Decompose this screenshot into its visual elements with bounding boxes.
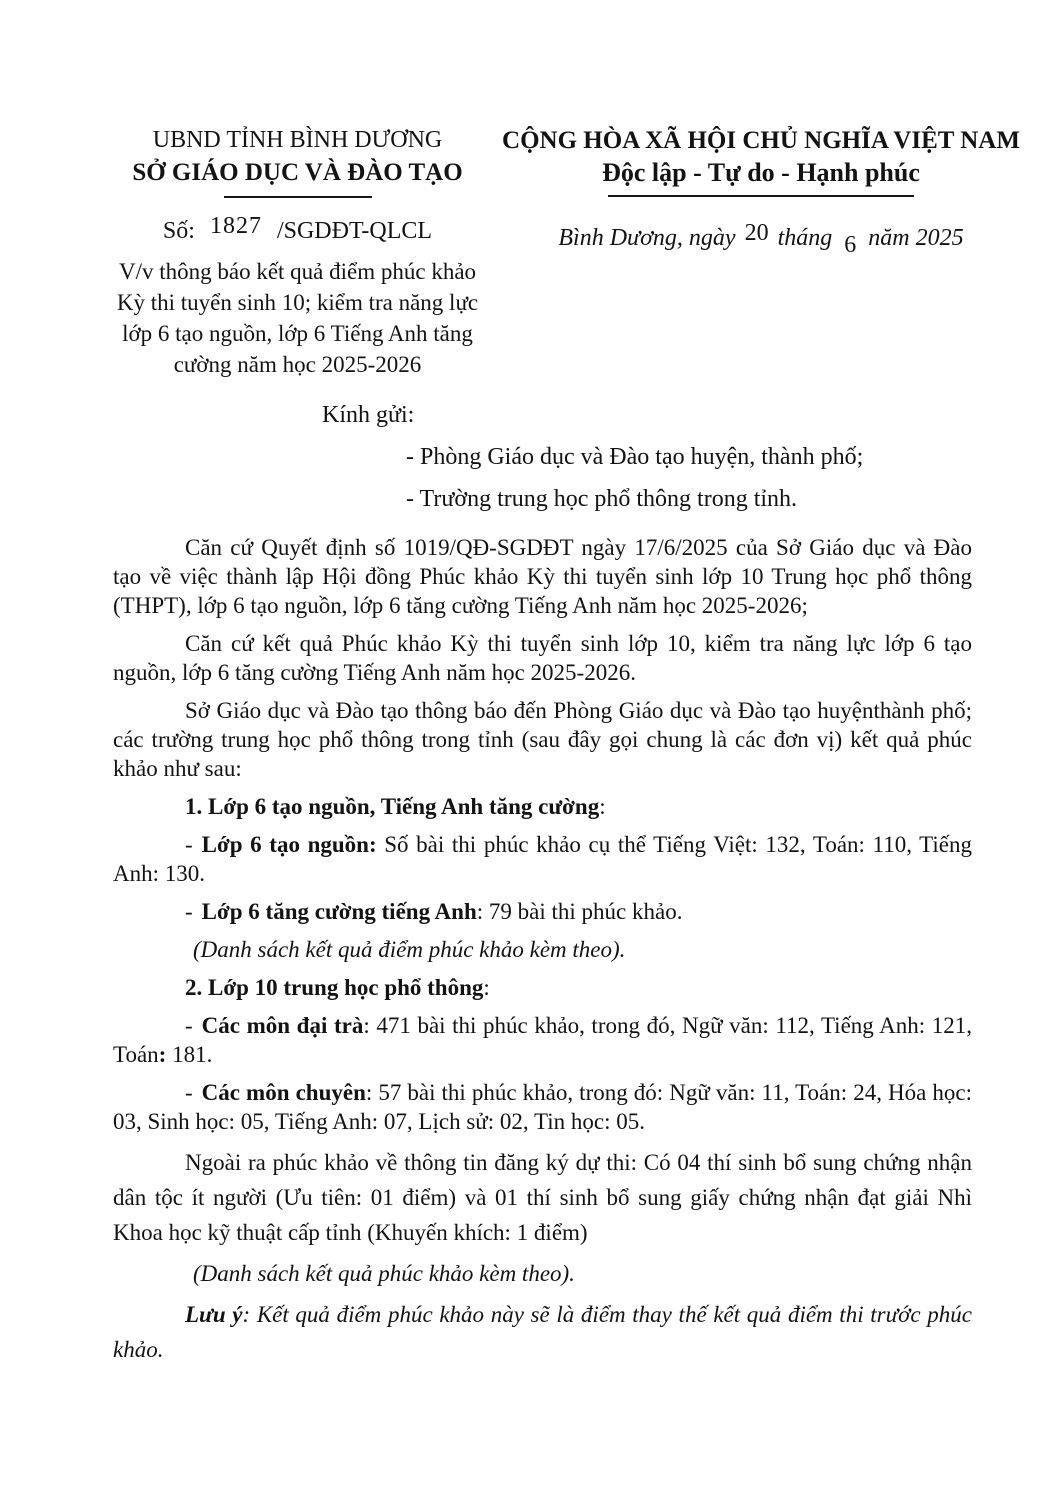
paragraph-ngoai-ra: Ngoài ra phúc khảo về thông tin đăng ký dự thi: Có 04 thí sinh bổ sung chứng nhận dân tộc ít người (Ưu tiên: 01 điểm) và 01 thí sinh bổ sung giấy chứng nhận đạt giải Nhì Khoa học kỹ thuật cấp tỉnh (Khuyến khích: 1 điểm)	[113, 1150, 972, 1245]
recipient-line: - Phòng Giáo dục và Đào tạo huyện, thành phố;	[406, 444, 864, 470]
place-date-prefix: Bình Dương, ngày	[558, 225, 736, 251]
paragraph-thong-bao: Sở Giáo dục và Đào tạo thông báo đến Phòng Giáo dục và Đào tạo huyệnthành phố; các trường trung học phổ thông trong tỉnh (sau đây gọi chung là các đơn vị) kết quả phúc khảo như sau:	[113, 698, 972, 781]
parent-org-name: UBND TỈNH BÌNH DƯƠNG	[152, 127, 443, 153]
bullet-cac-mon-dai-tra	[113, 1011, 972, 1069]
recipient-line: - Trường trung học phổ thông trong tỉnh.	[406, 486, 798, 512]
section-1-heading	[113, 792, 972, 821]
attachment-note-1: (Danh sách kết quả điểm phúc khảo kèm theo).	[193, 937, 626, 962]
header-right-divider	[608, 195, 914, 197]
month-value: 6	[844, 232, 857, 258]
salutation-section	[0, 394, 1061, 520]
bullet-cac-mon-dai-tra-text-2: 181.	[166, 1042, 213, 1067]
section-2-heading	[113, 973, 972, 1002]
paragraph-can-cu-2: Căn cứ kết quả Phúc khảo Kỳ thi tuyển sinh lớp 10, kiểm tra năng lực lớp 6 tạo nguồn, lớp 6 tăng cường Tiếng Anh năm học 2025-2026.	[113, 631, 972, 685]
bullet-dash: -	[185, 899, 193, 924]
bullet-cac-mon-dai-tra-label: Các môn đại trà	[201, 1013, 364, 1038]
bullet-lop6-tao-nguon-label: Lớp 6 tạo nguồn:	[201, 832, 377, 857]
luu-y-text: : Kết quả điểm phúc khảo này sẽ là điểm thay thế kết quả điểm thi trước phúc khảo.	[113, 1302, 972, 1362]
header-left-column	[110, 126, 485, 380]
section-1-heading-text: 1. Lớp 6 tạo nguồn, Tiếng Anh tăng cường	[185, 794, 600, 819]
bullet-lop6-tang-cuong-label: Lớp 6 tăng cường tiếng Anh	[201, 899, 477, 924]
bullet-dash: -	[185, 1080, 193, 1105]
paragraph-can-cu-1: Căn cứ Quyết định số 1019/QĐ-SGDĐT ngày 17/6/2025 của Sở Giáo dục và Đào tạo về việc thành lập Hội đồng Phúc khảo Kỳ thi tuyển sinh lớp 10 Trung học phổ thông (THPT), lớp 6 tạo nguồn, lớp 6 tăng cường Tiếng Anh năm học 2025-2026;	[113, 535, 972, 618]
paragraph-luu-y	[113, 1297, 972, 1367]
national-title: CỘNG HÒA XÃ HỘI CHỦ NGHĨA VIỆT NAM	[502, 127, 1020, 154]
bullet-cac-mon-chuyen-text: : 57 bài thi phúc khảo, trong đó: Ngữ văn: 11, Toán: 24, Hóa học: 03, Sinh học: 05, Tiếng Anh: 07, Lịch sử: 02, Tin học: 05.	[113, 1080, 972, 1134]
doc-body	[0, 533, 1061, 1367]
section-2-heading-colon: :	[483, 975, 490, 1000]
luu-y-label: Lưu ý	[185, 1302, 243, 1327]
bullet-cac-mon-chuyen	[113, 1078, 972, 1136]
doc-number-suffix: /SGDĐT-QLCL	[276, 218, 433, 244]
day-value: 20	[744, 220, 769, 246]
salutation-label: Kính gửi:	[322, 402, 415, 428]
attachment-note-2: (Danh sách kết quả phúc khảo kèm theo).	[193, 1261, 575, 1286]
doc-number-line	[110, 213, 485, 245]
month-label: tháng	[777, 225, 833, 251]
bullet-lop6-tao-nguon-text: Số bài thi phúc khảo cụ thể Tiếng Việt: 132, Toán: 110, Tiếng Anh: 130.	[113, 832, 973, 886]
header-left-divider	[224, 196, 372, 198]
department-name: SỞ GIÁO DỤC VÀ ĐÀO TẠO	[132, 159, 463, 186]
bullet-cac-mon-dai-tra-text-1: : 471 bài thi phúc khảo, trong đó, Ngữ văn: 112, Tiếng Anh: 121, Toán	[113, 1013, 972, 1067]
place-date-line	[501, 220, 1021, 258]
year-label: năm 2025	[868, 225, 964, 251]
section-2-heading-text: 2. Lớp 10 trung học phổ thông	[185, 975, 484, 1000]
doc-header	[0, 0, 1061, 380]
section-1-heading-colon: :	[599, 794, 606, 819]
bullet-dash: -	[185, 832, 193, 857]
bullet-cac-mon-dai-tra-colon: :	[158, 1042, 167, 1067]
bullet-lop6-tang-cuong	[113, 897, 972, 926]
doc-subject: V/v thông báo kết quả điểm phúc khảo Kỳ thi tuyển sinh 10; kiểm tra năng lực lớp 6 tạo nguồn, lớp 6 Tiếng Anh tăng cường năm học 2025-2026	[116, 259, 479, 377]
bullet-cac-mon-chuyen-label: Các môn chuyên	[201, 1080, 366, 1105]
header-right-column	[501, 126, 1021, 258]
bullet-lop6-tao-nguon	[113, 830, 972, 888]
doc-number-value: 1827	[209, 213, 262, 239]
national-motto: Độc lập - Tự do - Hạnh phúc	[602, 158, 920, 187]
bullet-dash: -	[185, 1013, 193, 1038]
bullet-lop6-tang-cuong-text: : 79 bài thi phúc khảo.	[476, 899, 683, 924]
doc-number-label: Số:	[162, 218, 195, 244]
